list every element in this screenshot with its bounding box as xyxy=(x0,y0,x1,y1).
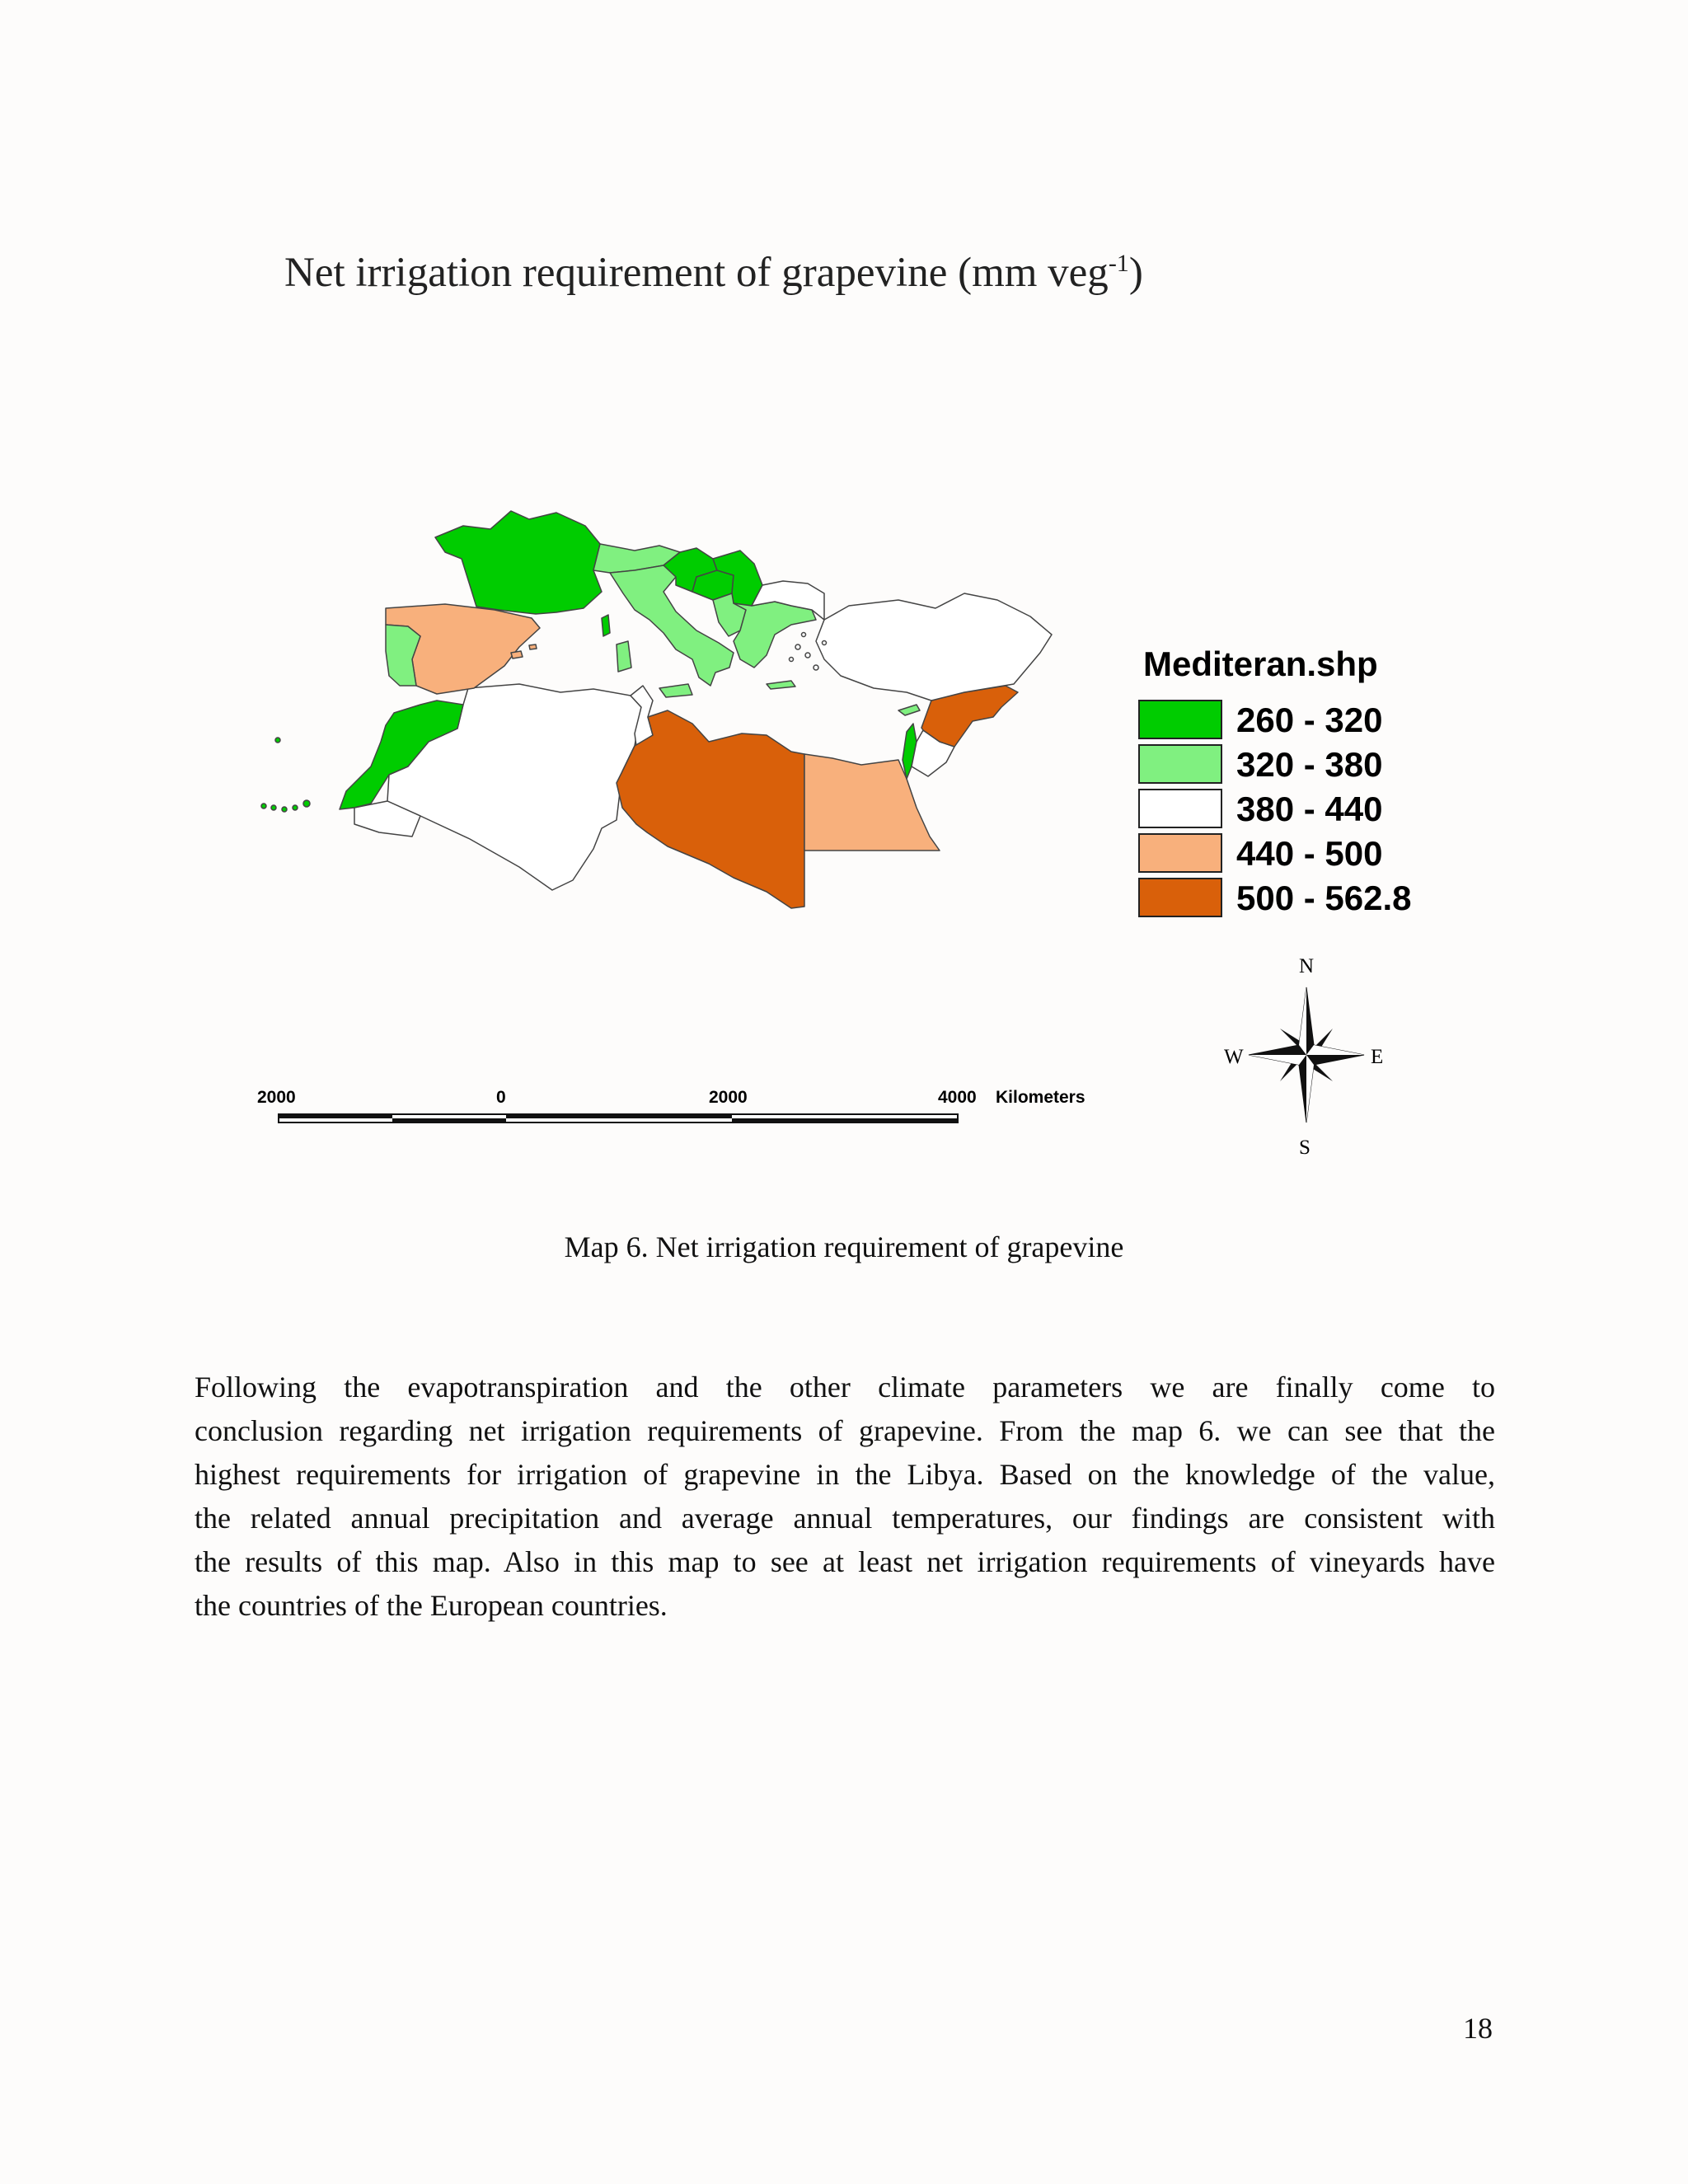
scale-segment-2 xyxy=(392,1118,506,1122)
island-balearic-2 xyxy=(529,644,537,649)
island-madeira xyxy=(275,738,280,743)
island-sardinia xyxy=(617,641,631,672)
scale-label-4000: 4000 xyxy=(938,1088,977,1107)
island-crete xyxy=(767,681,795,689)
scale-segment-1 xyxy=(279,1114,392,1118)
body-paragraph xyxy=(195,1366,1495,1628)
compass-w: W xyxy=(1224,1046,1244,1068)
paragraph-line-5: the results of this map. Also in this map to see at least net irrigation requirements of vineyards have xyxy=(195,1545,1495,1578)
country-france xyxy=(435,511,602,614)
scale-unit: Kilometers xyxy=(996,1088,1085,1107)
scale-label-2000-right: 2000 xyxy=(709,1088,748,1107)
map-title-text: Net irrigation requirement of grapevine (mm veg xyxy=(284,250,1109,296)
legend-label-5: 500 - 562.8 xyxy=(1236,879,1412,917)
island-balearic xyxy=(511,651,523,658)
country-turkey xyxy=(816,593,1052,701)
page-number: 18 xyxy=(1463,2012,1493,2045)
legend-swatch-3 xyxy=(1139,790,1221,827)
compass-s: S xyxy=(1299,1137,1311,1159)
legend-swatch-4 xyxy=(1139,834,1221,872)
legend-label-1: 260 - 320 xyxy=(1236,701,1383,739)
island-corsica xyxy=(602,615,610,636)
compass-e: E xyxy=(1371,1046,1384,1068)
legend-swatch-1 xyxy=(1139,701,1221,738)
paragraph-line-3: highest requirements for irrigation of grapevine in the Libya. Based on the knowledge of the value, xyxy=(195,1458,1495,1491)
legend-swatch-2 xyxy=(1139,745,1221,783)
legend-label-2: 320 - 380 xyxy=(1236,745,1383,784)
country-cyprus xyxy=(898,705,920,715)
map-countries xyxy=(261,511,1052,908)
paragraph-line-6: the countries of the European countries. xyxy=(195,1589,668,1622)
legend-swatch-5 xyxy=(1139,879,1221,916)
map-title xyxy=(284,249,1143,297)
compass-rose xyxy=(1224,955,1383,1159)
canary-islands xyxy=(261,800,310,812)
paragraph-line-2: conclusion regarding net irrigation requirements of grapevine. From the map 6. we can see that the xyxy=(195,1414,1495,1447)
scale-bar xyxy=(257,1088,1085,1122)
compass-highlights xyxy=(1249,987,1364,1122)
legend-items xyxy=(1139,701,1412,917)
scale-segment-3 xyxy=(506,1114,732,1118)
scale-label-0: 0 xyxy=(496,1088,506,1107)
map-caption: Map 6. Net irrigation requirement of grapevine xyxy=(564,1230,1124,1263)
map-legend xyxy=(1139,644,1412,917)
legend-label-4: 440 - 500 xyxy=(1236,834,1383,873)
map-title-close: ) xyxy=(1128,250,1143,296)
country-libya xyxy=(617,710,804,908)
paragraph-line-1: Following the evapotranspiration and the other climate parameters we are finally come to xyxy=(195,1371,1495,1404)
legend-label-3: 380 - 440 xyxy=(1236,790,1383,828)
map-title-superscript: -1 xyxy=(1108,250,1129,277)
scale-label-2000-left: 2000 xyxy=(257,1088,296,1107)
island-sicily xyxy=(659,684,692,697)
scale-segment-4 xyxy=(732,1118,958,1122)
legend-title: Mediteran.shp xyxy=(1143,644,1378,683)
mediterranean-map xyxy=(247,494,1484,1170)
compass-n: N xyxy=(1299,955,1315,977)
paragraph-line-4: the related annual precipitation and average annual temperatures, our findings are consistent with xyxy=(195,1502,1495,1535)
